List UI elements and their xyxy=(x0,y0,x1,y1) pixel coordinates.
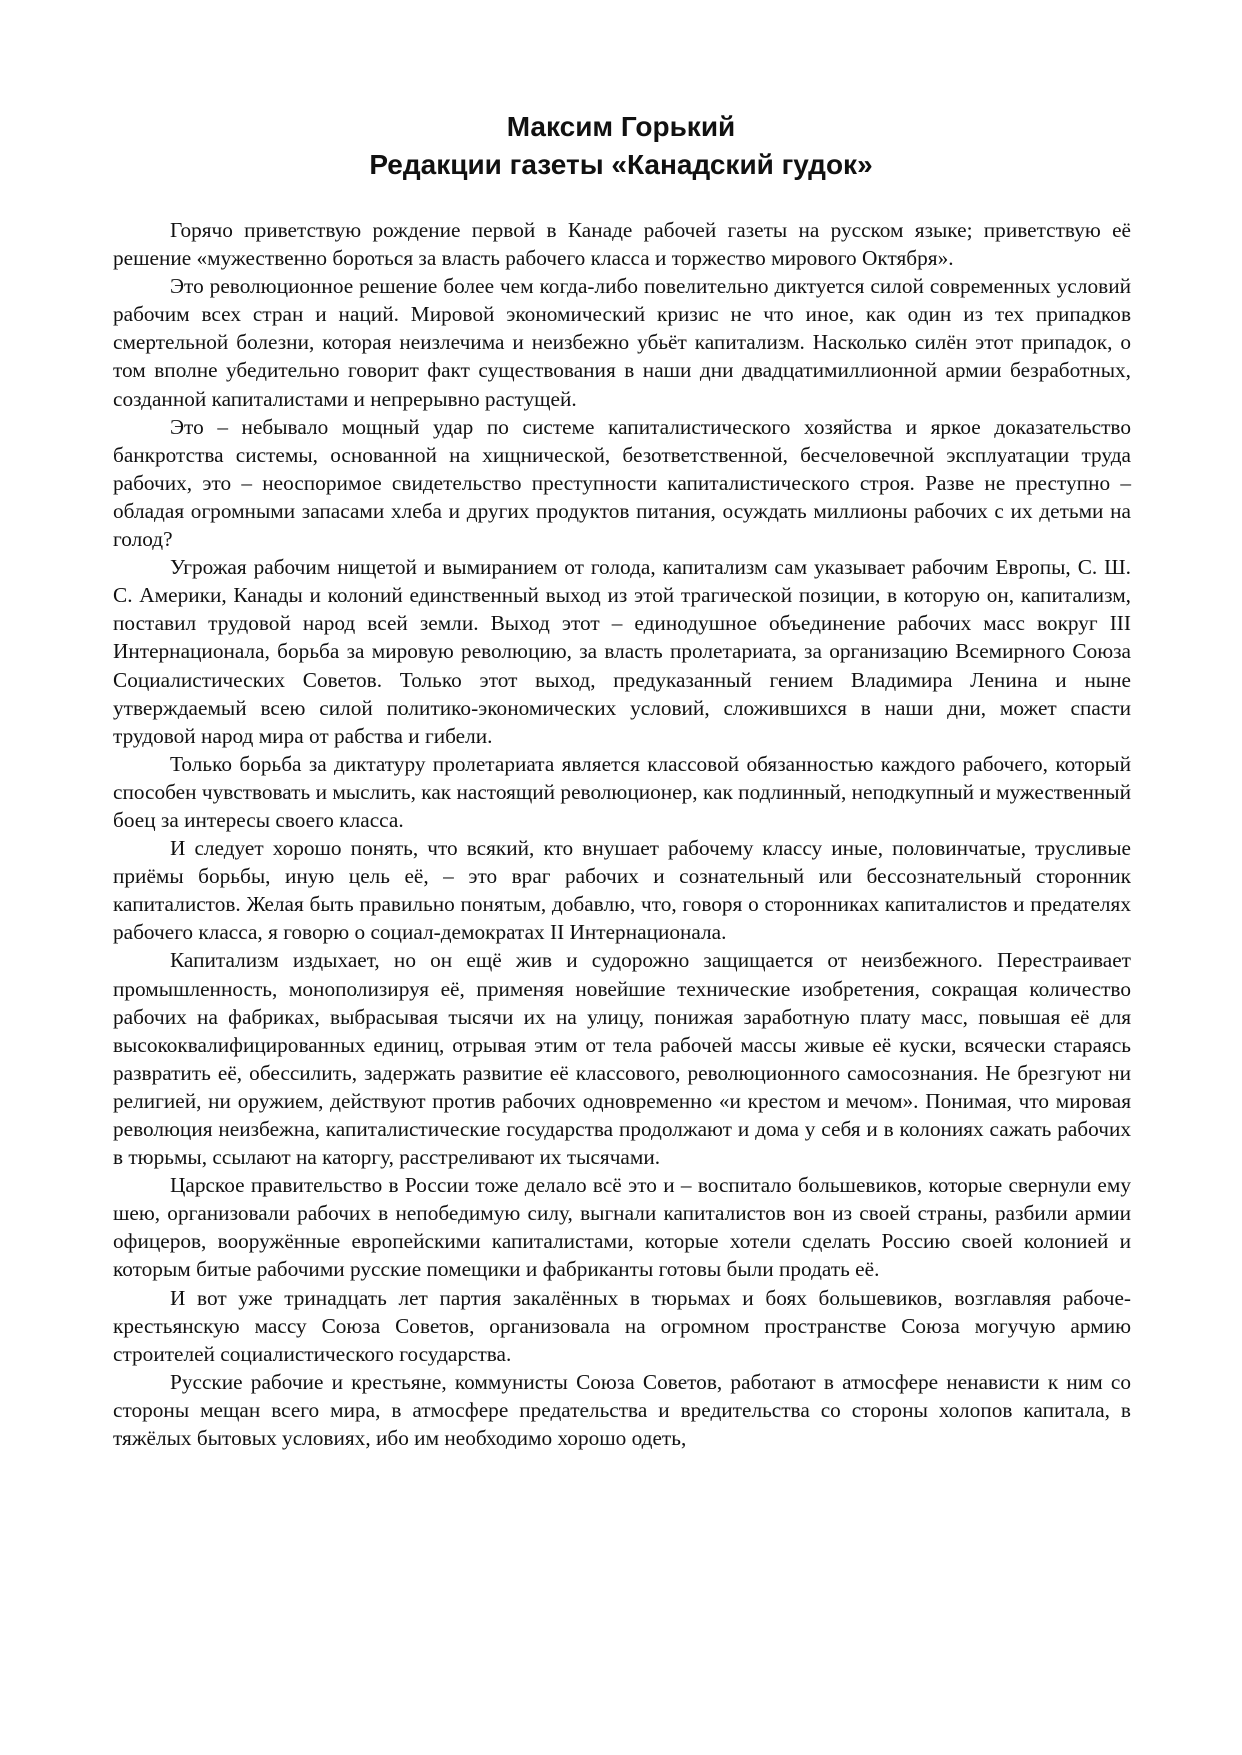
paragraph: Капитализм издыхает, но он ещё жив и судорожно защищается от неизбежного. Перестраивает промышленность, монополизируя её, применяя новейшие технические изобретения, сокращая количество рабочих на фабриках, выбрасывая тысячи их на улицу, понижая заработную плату масс, повышая её для высококвалифицированных единиц, отрывая этим от тела рабочей массы живые её куски, всячески стараясь развратить её, обессилить, задержать развитие её классового, революционного самосознания. Не брезгуют ни религией, ни оружием, действуют против рабочих одновременно «и крестом и мечом». Понимая, что мировая революция неизбежна, капиталистические государства продолжают и дома у себя и в колониях сажать рабочих в тюрьмы, ссылают на каторгу, расстреливают их тысячами. xyxy=(113,948,1131,1170)
paragraph: Царское правительство в России тоже делало всё это и – воспитало большевиков, которые свернули ему шею, организовали рабочих в непобедимую силу, выгнали капиталистов вон из своей страны, разбили армии офицеров, вооружённые европейскими капиталистами, которые хотели сделать Россию своей колонией и которым битые рабочими русские помещики и фабриканты готовы были продать её. xyxy=(113,1173,1131,1282)
paragraph: Угрожая рабочим нищетой и вымиранием от голода, капитализм сам указывает рабочим Европы, С. Ш. С. Америки, Канады и колоний единственный выход из этой трагической позиции, в которую он, капитализм, поставил трудовой народ всей земли. Выход этот – единодушное объединение рабочих масс вокруг III Интернационала, борьба за мировую революцию, за власть пролетариата, за организацию Всемирного Союза Социалистических Советов. Только этот выход, предуказанный гением Владимира Ленина и ныне утверждаемый всею силой политико-экономических условий, сложившихся в наши дни, может спасти трудовой народ мира от рабства и гибели. xyxy=(113,555,1131,748)
author-name: Максим Горький xyxy=(506,111,736,142)
paragraph: Русские рабочие и крестьяне, коммунисты Союза Советов, работают в атмосфере ненависти к ним со стороны мещан всего мира, в атмосфере предательства и вредительства со стороны холопов капитала, в тяжёлых бытовых условиях, ибо им необходимо хорошо одеть, xyxy=(113,1369,1131,1451)
body-text xyxy=(113,216,1131,1452)
paragraph: И вот уже тринадцать лет партия закалённых в тюрьмах и боях большевиков, возглавляя рабоче-крестьянскую массу Союза Советов, организовала на огромном пространстве Союза могучую армию строителей социалистического государства. xyxy=(113,1285,1131,1366)
paragraph: Горячо приветствую рождение первой в Канаде рабочей газеты на русском языке; приветствую её решение «мужественно бороться за власть рабочего класса и торжество мирового Октября». xyxy=(113,218,1131,271)
paragraph: Это – небывало мощный удар по системе капиталистического хозяйства и яркое доказательство банкротства системы, основанной на хищнической, безответственной, бесчеловечной эксплуатации труда рабочих, это – неоспоримое свидетельство преступности капиталистического строя. Разве не преступно – обладая огромными запасами хлеба и других продуктов питания, осуждать миллионы рабочих с их детьми на голод? xyxy=(113,414,1131,552)
paragraph: Только борьба за диктатуру пролетариата является классовой обязанностью каждого рабочего, который способен чувствовать и мыслить, как настоящий революционер, как подлинный, неподкупный и мужественный боец за интересы своего класса. xyxy=(113,751,1131,832)
paragraph: Это революционное решение более чем когда-либо повелительно диктуется силой современных условий рабочим всех стран и наций. Мировой экономический кризис не что иное, как один из тех припадков смертельной болезни, которая неизлечима и неизбежно убьёт капитализм. Насколько силён этот припадок, о том вполне убедительно говорит факт существования в наши дни двадцатимиллионной армии безработных, созданной капиталистами и непрерывно растущей. xyxy=(113,274,1131,411)
document-title: Редакции газеты «Канадский гудок» xyxy=(369,149,873,180)
title-block xyxy=(0,108,1242,184)
paragraph: И следует хорошо понять, что всякий, кто внушает рабочему классу иные, половинчатые, трусливые приёмы борьбы, иную цель её, – это враг рабочих и сознательный или бессознательный сторонник капиталистов. Желая быть правильно понятым, добавлю, что, говоря о сторонниках капиталистов и предателях рабочего класса, я говорю о социал-демократах II Интернационала. xyxy=(113,836,1131,945)
